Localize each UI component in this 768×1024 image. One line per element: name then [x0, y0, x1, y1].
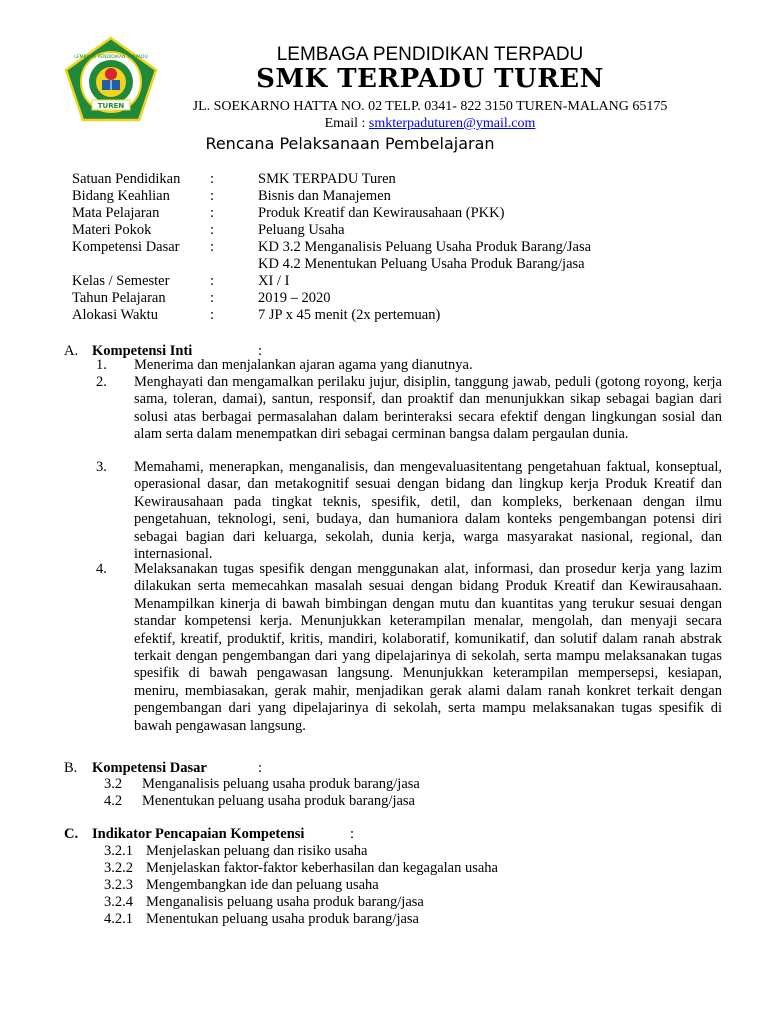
section-c-title: Indikator Pencapaian Kompetensi [92, 826, 305, 842]
logo-text: TUREN [97, 102, 125, 110]
identity-colon: : [210, 205, 215, 221]
indicator-number: 4.2.1 [104, 911, 133, 927]
ki-item-text: Menghayati dan mengamalkan perilaku jujur, disiplin, tanggung jawab, peduli (gotong royong, kerja sama, toleran, damai), santun, responsif, dan proaktif dan menunjukkan sikap sebagai bagian dari solusi atas berbagai permasalahan dalam berinteraksi secara efektif dengan lingkungan sosial dan alam serta dalam menempatkan diri sebagai cerminan bangsa dalam pergaulan dunia. [134, 374, 722, 443]
section-a-letter: A. [64, 343, 79, 359]
email-label: Email : [324, 116, 369, 131]
section-a-title: Kompetensi Inti [92, 343, 193, 359]
identity-value: KD 4.2 Menentukan Peluang Usaha Produk Barang/jasa [258, 256, 585, 272]
identity-colon: : [210, 188, 215, 204]
ki-item-text: Memahami, menerapkan, menganalisis, dan mengevaluasitentang pengetahuan faktual, konseptual, operasional dasar, dan metakognitif sesuai dengan bidang dan lingkup kerja Produk Kreatif dan Kewirausahaan pada tingkat teknis, spesifik, detil, dan kompleks, berkenaan dengan ilmu pengetahuan, teknologi, seni, budaya, dan humaniora dalam konteks pengembangan potensi diri sebagai bagian dari keluarga, sekolah, dunia kerja, warga masyarakat nasional, regional, dan internasional. [134, 459, 722, 563]
identity-row [72, 256, 658, 273]
identity-key [72, 256, 210, 273]
identity-value: 2019 – 2020 [258, 290, 331, 306]
section-c-letter: C. [64, 826, 79, 842]
identity-colon: : [210, 273, 215, 289]
identity-row [72, 290, 658, 307]
ki-item-text: Melaksanakan tugas spesifik dengan menggunakan alat, informasi, dan prosedur kerja yang lazim dilakukan serta memecahkan masalah sesuai dengan bidang Produk Kreatif dan Kewirausahaan. Menampilkan kinerja di bawah bimbingan dengan mutu dan kuantitas yang terukur sesuai dengan standar kompetensi kerja. Menunjukkan keterampilan menalar, mengolah, dan menyaji secara efektif, kreatif, produktif, kritis, mandiri, kolaboratif, komunikatif, dan solutif dalam ranah abstrak terkait dengan pengembangan dari yang dipelajarinya di sekolah, serta mampu melaksanakan tugas spesifik di bawah pengawasan langsung. Menunjukkan keterampilan mempersepsi, kesiapan, meniru, membiasakan, gerak mahir, menjadikan gerak alami dalam ranah konkret terkait dengan pengembangan dari yang dipelajarinya di sekolah, serta mampu melaksanakan tugas spesifik di bawah pengawasan langsung. [134, 561, 722, 734]
ki-item-text: Menerima dan menjalankan ajaran agama yang dianutnya. [134, 357, 473, 373]
section-a-colon: : [258, 343, 263, 359]
identity-key: Kelas / Semester [72, 273, 170, 289]
identity-value: Bisnis dan Manajemen [258, 188, 391, 204]
kd-item-number: 4.2 [104, 793, 123, 809]
school-logo [64, 36, 158, 122]
identity-row [72, 188, 658, 205]
identity-row [72, 222, 658, 239]
identity-value: KD 3.2 Menganalisis Peluang Usaha Produk Barang/Jasa [258, 239, 592, 255]
indicator-number: 3.2.4 [104, 894, 133, 910]
identity-colon [210, 256, 258, 273]
identity-value: Produk Kreatif dan Kewirausahaan (PKK) [258, 205, 505, 221]
identity-row [72, 307, 658, 324]
identity-key: Alokasi Waktu [72, 307, 158, 323]
kd-item-text: Menganalisis peluang usaha produk barang/jasa [142, 776, 420, 792]
identity-colon: : [210, 171, 215, 187]
indicator-number: 3.2.3 [104, 877, 133, 893]
section-b-title: Kompetensi Dasar [92, 760, 207, 776]
logo-ring-text: LEMBAGA PENDIDIKAN TERPADU [74, 55, 148, 60]
indicator-text: Mengembangkan ide dan peluang usaha [146, 877, 379, 893]
indicator-text: Menjelaskan faktor-faktor keberhasilan dan kegagalan usaha [146, 860, 498, 876]
section-c-heading [64, 826, 355, 843]
identity-key: Materi Pokok [72, 222, 152, 238]
institution-name: LEMBAGA PENDIDIKAN TERPADU [276, 44, 584, 65]
identity-colon: : [210, 307, 215, 323]
email-link[interactable]: smkterpaduturen@ymail.com [368, 116, 536, 131]
indicator-number: 3.2.2 [104, 860, 133, 876]
identity-value: XI / I [258, 273, 290, 289]
indicator-text: Menganalisis peluang usaha produk barang/jasa [146, 894, 424, 910]
identity-row [72, 273, 658, 290]
kd-item-text: Menentukan peluang usaha produk barang/jasa [142, 793, 415, 809]
identity-colon: : [210, 239, 215, 255]
ki-item-number: 1. [96, 357, 107, 373]
identity-colon: : [210, 290, 215, 306]
section-b-colon: : [258, 760, 263, 776]
section-b-letter: B. [64, 760, 78, 776]
school-name: SMK TERPADU TUREN [256, 64, 604, 94]
section-c-colon: : [350, 826, 355, 842]
identity-value: SMK TERPADU Turen [258, 171, 396, 187]
identity-key: Kompetensi Dasar [72, 239, 180, 255]
identity-key: Satuan Pendidikan [72, 171, 181, 187]
document-title: Rencana Pelaksanaan Pembelajaran [205, 134, 495, 153]
identity-key: Tahun Pelajaran [72, 290, 166, 306]
identity-key: Bidang Keahlian [72, 188, 170, 204]
school-address: JL. SOEKARNO HATTA NO. 02 TELP. 0341- 822 3150 TUREN-MALANG 65175 [192, 99, 668, 114]
identity-value: 7 JP x 45 menit (2x pertemuan) [258, 307, 441, 323]
ki-item-number: 2. [96, 374, 107, 390]
identity-key: Mata Pelajaran [72, 205, 160, 221]
identity-row [72, 239, 658, 256]
identity-row [72, 205, 658, 222]
indicator-number: 3.2.1 [104, 843, 133, 859]
ki-item-number: 3. [96, 459, 107, 475]
indicator-text: Menentukan peluang usaha produk barang/jasa [146, 911, 419, 927]
indicator-text: Menjelaskan peluang dan risiko usaha [146, 843, 368, 859]
identity-row [72, 171, 658, 188]
school-email-line [160, 116, 700, 132]
identity-colon: : [210, 222, 215, 238]
ki-item-number: 4. [96, 561, 107, 577]
kd-item-number: 3.2 [104, 776, 123, 792]
section-b-heading [64, 760, 263, 777]
identity-table [72, 171, 658, 324]
identity-value: Peluang Usaha [258, 222, 345, 238]
